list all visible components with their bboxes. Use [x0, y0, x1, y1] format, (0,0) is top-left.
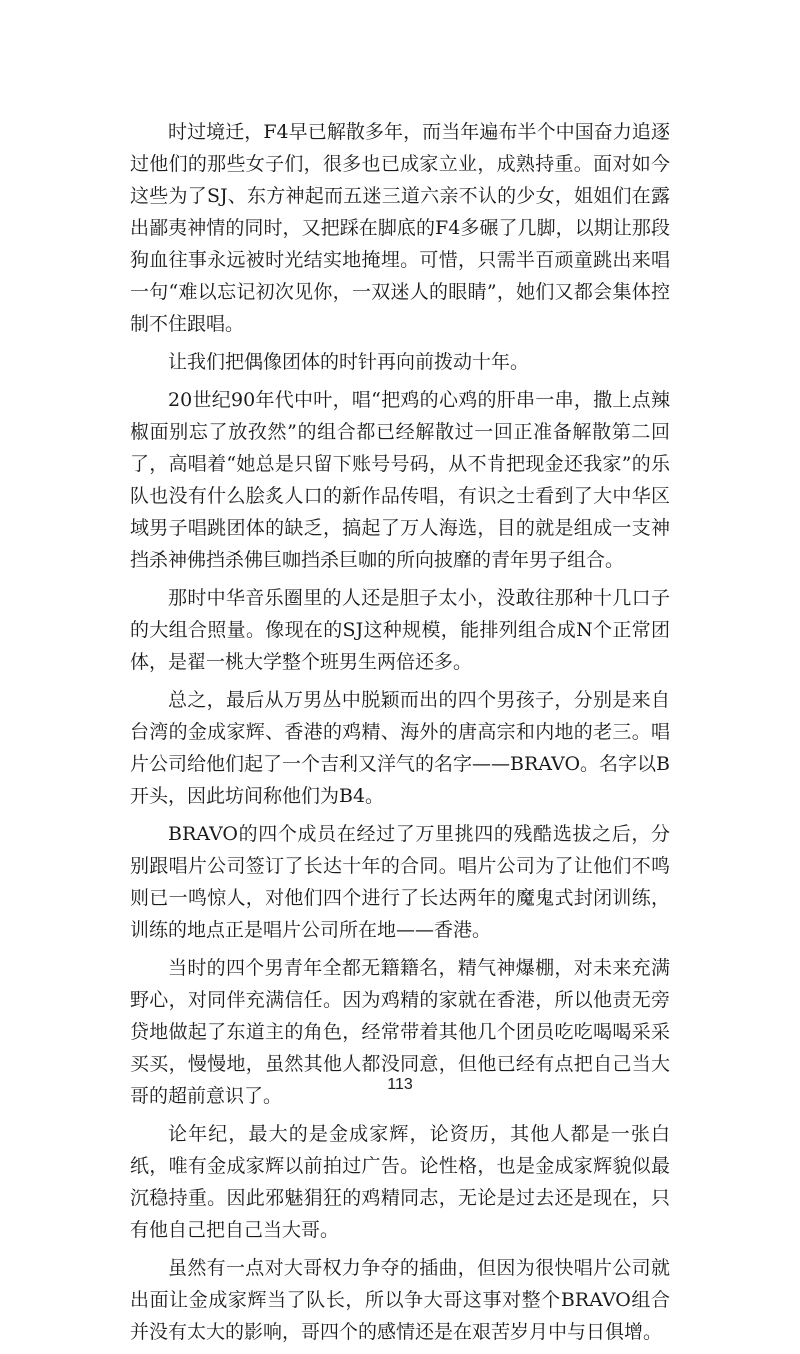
paragraph-6: BRAVO的四个成员在经过了万里挑四的残酷选拔之后，分别跟唱片公司签订了长达十年的合同。唱片公司为了让他们不鸣则已一鸣惊人，对他们四个进行了长达两年的魔鬼式封闭训练，训练的地点正是唱片公司所在地——香港。 [130, 823, 670, 941]
paragraph-7: 当时的四个男青年全都无籍籍名，精气神爆棚，对未来充满野心，对同伴充满信任。因为鸡精的家就在香港，所以他责无旁贷地做起了东道主的角色，经常带着其他几个团员吃吃喝喝采采买买，慢慢地，虽然其他人都没同意，但他已经有点把自己当大哥的超前意识了。 [130, 957, 670, 1107]
body-text [130, 116, 670, 1354]
paragraph-2: 让我们把偶像团体的时针再向前拨动十年。 [168, 351, 530, 373]
paragraph-8: 论年纪，最大的是金成家辉，论资历，其他人都是一张白纸，唯有金成家辉以前拍过广告。论性格，也是金成家辉貌似最沉稳持重。因此邪魅狷狂的鸡精同志，无论是过去还是现在，只有他自己把自己当大哥。 [130, 1123, 670, 1241]
page-number: 113 [387, 1076, 413, 1093]
paragraph-5: 总之，最后从万男丛中脱颖而出的四个男孩子，分别是来自台湾的金成家辉、香港的鸡精、海外的唐高宗和内地的老三。唱片公司给他们起了一个吉利又洋气的名字——BRAVO。名字以B开头，因此坊间称他们为B4。 [130, 689, 670, 807]
paragraph-9: 虽然有一点对大哥权力争夺的插曲，但因为很快唱片公司就出面让金成家辉当了队长，所以争大哥这事对整个BRAVO组合并没有太大的影响，哥四个的感情还是在艰苦岁月中与日俱增。 [130, 1257, 670, 1343]
paragraph-1: 时过境迁，F4早已解散多年，而当年遍布半个中国奋力追逐过他们的那些女子们，很多也已成家立业，成熟持重。面对如今这些为了SJ、东方神起而五迷三道六亲不认的少女，姐姐们在露出鄙夷神情的同时，又把踩在脚底的F4多碾了几脚，以期让那段狗血往事永远被时光结实地掩埋。可惜，只需半百顽童跳出来唱一句“难以忘记初次见你，一双迷人的眼睛”，她们又都会集体控制不住跟唱。 [130, 121, 670, 335]
paragraph-3: 20世纪90年代中叶，唱“把鸡的心鸡的肝串一串，撒上点辣椒面别忘了放孜然”的组合都已经解散过一回正准备解散第二回了，高唱着“她总是只留下账号号码，从不肯把现金还我家”的乐队也没有什么脍炙人口的新作品传唱，有识之士看到了大中华区域男子唱跳团体的缺乏，搞起了万人海选，目的就是组成一支神挡杀神佛挡杀佛巨咖挡杀巨咖的所向披靡的青年男子组合。 [130, 389, 670, 571]
paragraph-4: 那时中华音乐圈里的人还是胆子太小，没敢往那种十几口子的大组合照量。像现在的SJ这种规模，能排列组合成N个正常团体，是翟一桃大学整个班男生两倍还多。 [130, 587, 670, 673]
